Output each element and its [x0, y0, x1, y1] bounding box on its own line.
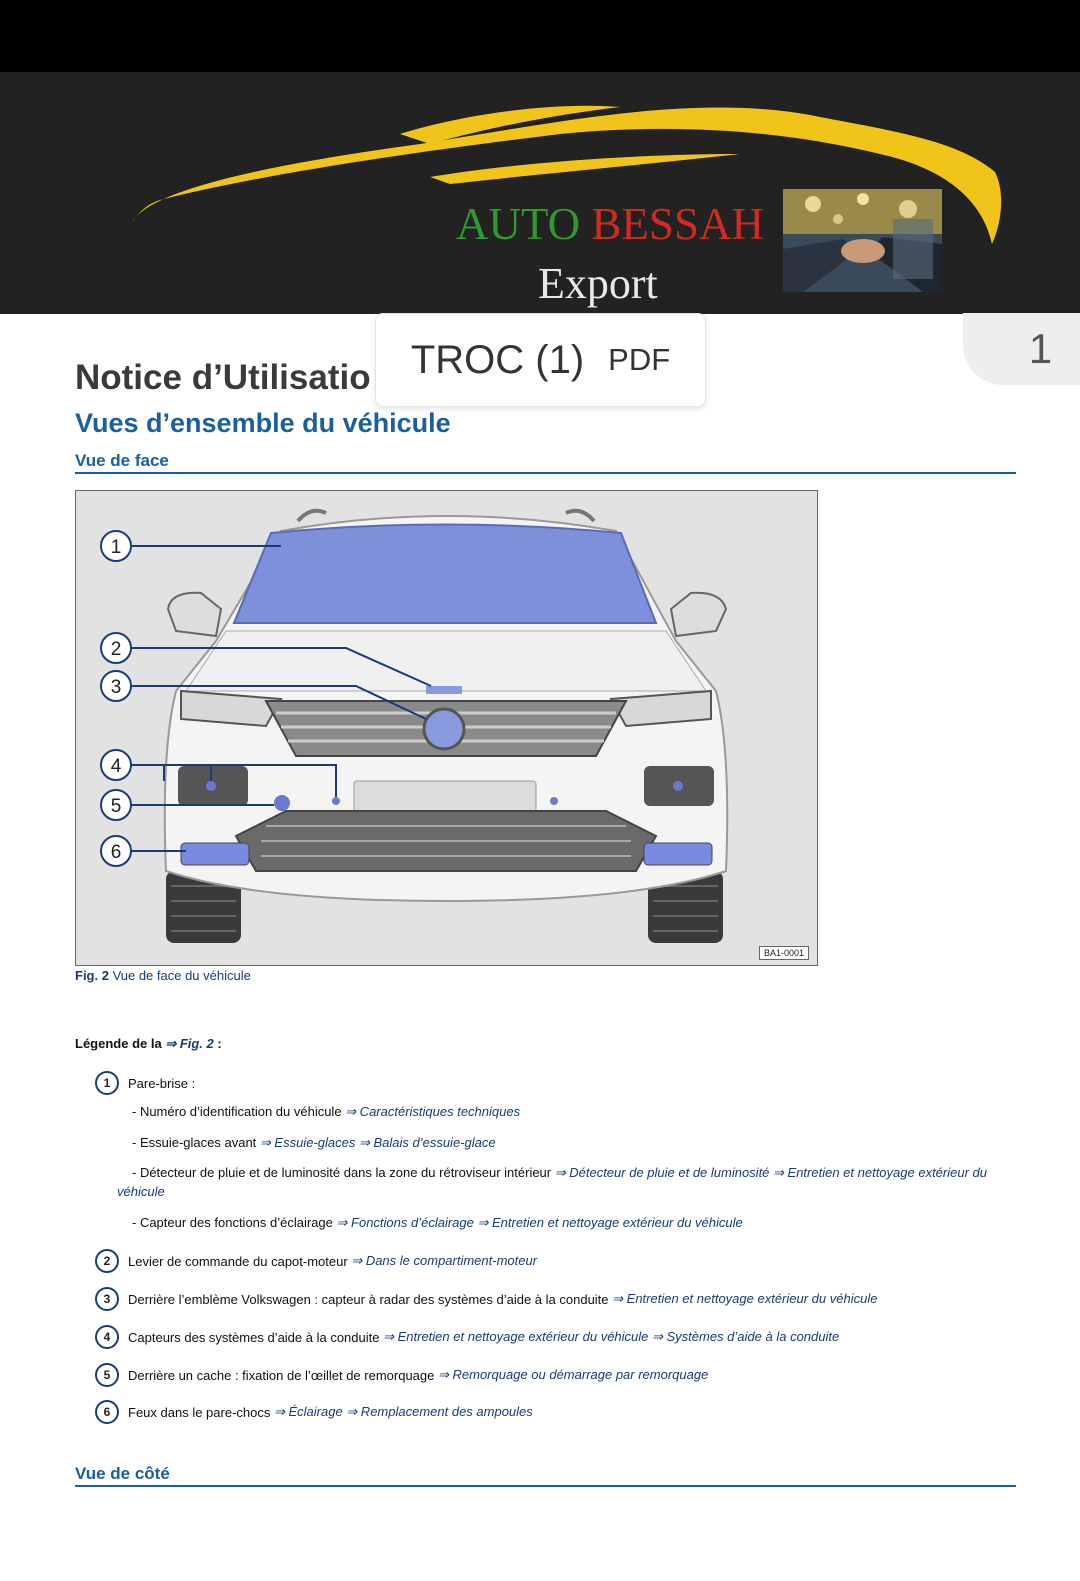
figure-caption-text: Vue de face du véhicule: [108, 968, 251, 983]
legend-number-3: 3: [95, 1287, 119, 1311]
legend-item-3: [95, 1287, 877, 1311]
sub-item-wipers-text: - Essuie-glaces avant: [132, 1135, 260, 1150]
vehicle-front-figure: [75, 490, 818, 966]
vehicle-front-illustration: [76, 491, 817, 965]
legend-text-3: Derrière l’emblème Volkswagen : capteur à radar des systèmes d’aide à la conduite: [128, 1291, 609, 1307]
legend-text-1: Pare-brise :: [128, 1075, 196, 1091]
legend-title-prefix: Légende de la: [75, 1036, 166, 1051]
document-tab[interactable]: [375, 313, 706, 407]
legend-number-1: 1: [95, 1071, 119, 1095]
callout-6: 6: [110, 842, 122, 863]
top-black-bar: [0, 0, 1080, 72]
sub-item-rain-sensor-link[interactable]: ⇒ Détecteur de pluie et de luminosité ⇒ Entretien et nettoyage extérieur du véhicule: [117, 1165, 987, 1199]
brand-subtitle: Export: [538, 259, 658, 308]
page-number: 1: [1028, 325, 1053, 372]
subsection-side-title: Vue de côté: [75, 1464, 170, 1483]
figure-caption: [75, 968, 251, 983]
legend-title-suffix: :: [213, 1036, 222, 1051]
page-number-badge: [963, 313, 1080, 385]
sub-item-wipers: [132, 1135, 496, 1151]
sub-item-vin-link[interactable]: ⇒ Caractéristiques techniques: [345, 1104, 521, 1119]
legend-text-6: Feux dans le pare-chocs: [128, 1404, 271, 1420]
sub-item-rain-sensor-text: - Détecteur de pluie et de luminosité dans la zone du rétroviseur intérieur: [132, 1165, 555, 1180]
legend-title: [75, 1036, 222, 1052]
legend-text-4: Capteurs des systèmes d’aide à la conduite: [128, 1329, 380, 1345]
subsection-front-title: Vue de face: [75, 451, 169, 470]
brand-word-bessah: BESSAH: [591, 199, 764, 249]
legend-link-2[interactable]: ⇒ Dans le compartiment-moteur: [351, 1253, 538, 1268]
brand-word-auto: AUTO: [456, 199, 581, 249]
legend-text-2: Levier de commande du capot-moteur: [128, 1253, 348, 1269]
document-title: Notice d’Utilisatio: [75, 358, 371, 397]
legend-item-4: [95, 1325, 839, 1349]
callout-1: 1: [110, 537, 122, 558]
legend-number-2: 2: [95, 1249, 119, 1273]
legend-link-4[interactable]: ⇒ Entretien et nettoyage extérieur du véhicule ⇒ Systèmes d’aide à la conduite: [383, 1329, 840, 1344]
sub-item-light-sensor-text: - Capteur des fonctions d’éclairage: [132, 1215, 337, 1230]
legend-item-5: [95, 1363, 708, 1387]
sub-item-light-sensor: [132, 1215, 743, 1231]
section-divider: [75, 472, 1016, 474]
sub-item-light-sensor-link[interactable]: ⇒ Fonctions d’éclairage ⇒ Entretien et nettoyage extérieur du véhicule: [336, 1215, 743, 1230]
legend-number-4: 4: [95, 1325, 119, 1349]
handshake-photo: [783, 189, 942, 292]
sub-item-vin: [132, 1104, 520, 1120]
legend-link-6[interactable]: ⇒ Éclairage ⇒ Remplacement des ampoules: [273, 1404, 533, 1419]
sub-item-wipers-link[interactable]: ⇒ Essuie-glaces ⇒ Balais d’essuie-glace: [259, 1135, 496, 1150]
legend-text-5: Derrière un cache : fixation de l’œillet de remorquage: [128, 1367, 435, 1383]
legend-item-2: [95, 1249, 537, 1273]
legend-link-5[interactable]: ⇒ Remorquage ou démarrage par remorquage: [438, 1367, 709, 1382]
section-title: Vues d’ensemble du véhicule: [75, 408, 451, 438]
callout-4: 4: [110, 756, 122, 777]
sub-item-vin-text: - Numéro d’identification du véhicule: [132, 1104, 346, 1119]
document-name: TROC (1): [410, 337, 585, 382]
legend-number-6: 6: [95, 1400, 119, 1424]
document-type: PDF: [608, 342, 671, 377]
callout-3: 3: [110, 677, 122, 698]
sub-item-rain-sensor: [117, 1163, 987, 1201]
legend-item-6: [95, 1400, 533, 1424]
legend-item-1: [95, 1071, 195, 1095]
figure-tag: BA1-0001: [759, 946, 809, 960]
figure-caption-label: Fig. 2: [75, 968, 109, 983]
legend-fig-link[interactable]: ⇒ Fig. 2: [165, 1036, 214, 1051]
brand-banner: [0, 72, 1080, 314]
legend-link-3[interactable]: ⇒ Entretien et nettoyage extérieur du véhicule: [612, 1291, 878, 1306]
legend-number-5: 5: [95, 1363, 119, 1387]
section-divider-side: [75, 1485, 1016, 1487]
brand-name: [456, 198, 764, 250]
callout-2: 2: [110, 639, 122, 660]
callout-5: 5: [110, 796, 122, 817]
